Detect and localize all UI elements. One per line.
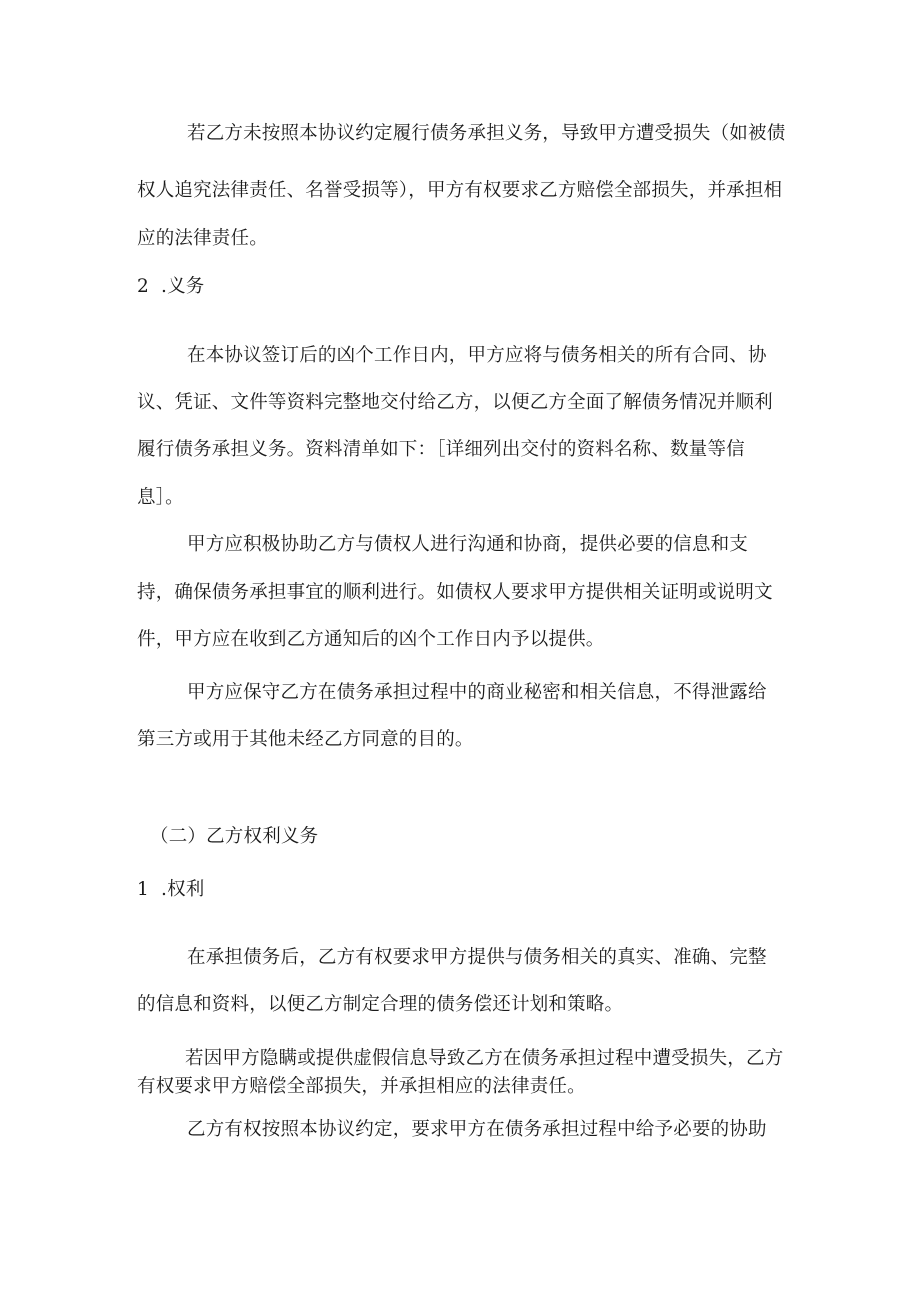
heading-text: .义务 xyxy=(160,276,205,297)
heading-rights xyxy=(137,878,204,902)
heading-text: .权利 xyxy=(160,879,205,900)
paragraph-line: 甲方应积极协助乙方与债权人进行沟通和协商，提供必要的信息和支 xyxy=(187,534,749,555)
paragraph-line: 第三方或用于其他未经乙方同意的目的。 xyxy=(137,729,474,750)
paragraph-line: 应的法律责任。 xyxy=(137,228,268,249)
paragraph-line: 乙方有权按照本协议约定，要求甲方在债务承担过程中给予必要的协助 xyxy=(187,1119,767,1140)
heading-number: 2 xyxy=(137,276,149,297)
paragraph-line: 持，确保债务承担事宜的顺利进行。如债权人要求甲方提供相关证明或说明文 xyxy=(137,582,773,603)
paragraph-line: 在承担债务后，乙方有权要求甲方提供与债务相关的真实、准确、完整 xyxy=(187,947,767,968)
paragraph-line: 的信息和资料，以便乙方制定合理的债务偿还计划和策略。 xyxy=(137,994,624,1015)
paragraph-line: 息］。 xyxy=(137,487,184,508)
paragraph-line: 甲方应保守乙方在债务承担过程中的商业秘密和相关信息，不得泄露给 xyxy=(187,682,767,703)
paragraph-line: 在本协议签订后的凶个工作日内，甲方应将与债务相关的所有合同、协 xyxy=(187,345,767,366)
paragraph-line: 议、凭证、文件等资料完整地交付给乙方，以便乙方全面了解债务情况并顺利 xyxy=(137,392,773,413)
paragraph-line: 件，甲方应在收到乙方通知后的凶个工作日内予以提供。 xyxy=(137,629,605,650)
paragraph-line: 若因甲方隐瞒或提供虚假信息导致乙方在债务承担过程中遭受损失，乙方 xyxy=(185,1048,784,1069)
paragraph-line: 权人追究法律责任、名誉受损等），甲方有权要求乙方赔偿全部损失，并承担相 xyxy=(137,180,783,201)
paragraph-line: 若乙方未按照本协议约定履行债务承担义务，导致甲方遭受损失（如被债 xyxy=(187,123,786,144)
heading-obligation xyxy=(137,275,204,299)
section-title: （二）乙方权利义务 xyxy=(150,826,319,847)
heading-number: 1 xyxy=(137,879,149,900)
paragraph-line: 有权要求甲方赔偿全部损失，并承担相应的法律责任。 xyxy=(137,1076,586,1097)
paragraph-line: 履行债务承担义务。资料清单如下：［详细列出交付的资料名称、数量等信 xyxy=(137,439,745,460)
